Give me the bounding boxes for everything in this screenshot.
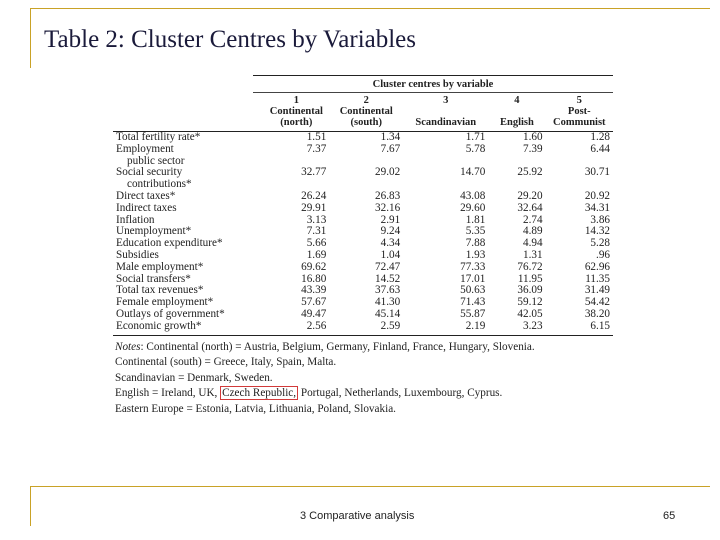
row-label: Social transfers* (116, 272, 191, 285)
cell-value: 1.81 (465, 213, 486, 226)
cell-value: 17.01 (460, 272, 486, 285)
cell-value: 71.43 (460, 296, 486, 309)
cell-value: 6.15 (546, 321, 613, 335)
cell-value: 34.31 (584, 201, 610, 214)
table-row (113, 132, 613, 144)
cell-value: 57.67 (301, 296, 327, 309)
cell-value: 38.20 (584, 307, 610, 320)
row-label: Total tax revenues* (116, 284, 204, 297)
table-row (113, 262, 613, 274)
table-row (113, 250, 613, 262)
row-label: Education expenditure* (116, 237, 223, 250)
row-label: Outlays of government* (116, 307, 225, 320)
cell-value: 29.60 (460, 201, 486, 214)
row-label: Social security (116, 166, 183, 179)
page-number: 65 (663, 510, 676, 522)
row-label: Direct taxes* (116, 189, 176, 202)
cell-value: 9.24 (380, 225, 401, 238)
row-label: public sector (127, 154, 185, 167)
cell-value: 14.52 (375, 272, 401, 285)
cell-value: 4.34 (380, 237, 401, 250)
row-label: Employment (116, 142, 174, 155)
cell-value: 3.86 (590, 213, 610, 226)
cell-value: 1.31 (523, 248, 543, 261)
cell-value: 30.71 (584, 166, 610, 179)
row-label: Total fertility rate* (116, 131, 201, 143)
row-label: Economic growth* (113, 321, 263, 335)
column-header-5: 5 Post- Communist (546, 93, 613, 132)
cell-value: 26.83 (375, 189, 401, 202)
cell-value: 7.88 (465, 237, 486, 250)
cell-value: 1.71 (465, 131, 486, 143)
cell-value: 77.33 (460, 260, 486, 273)
cell-value: 5.78 (465, 142, 486, 155)
row-label: Subsidies (116, 248, 159, 261)
cell-value: 4.94 (523, 237, 543, 250)
cell-value: 1.93 (465, 248, 486, 261)
row-label: contributions* (127, 178, 192, 191)
cell-value: 2.91 (380, 213, 401, 226)
header-corner (113, 93, 263, 132)
row-label: Female employment* (116, 296, 214, 309)
cell-value: 2.74 (523, 213, 543, 226)
cell-value: 55.87 (460, 307, 486, 320)
footer-border-line (30, 486, 710, 487)
cell-value: 6.44 (590, 142, 610, 155)
cell-value: 32.77 (301, 166, 327, 179)
cell-value: 26.24 (301, 189, 327, 202)
cell-value: 69.62 (301, 260, 327, 273)
table-caption: Cluster centres by variable (253, 75, 613, 93)
cluster-table-figure (113, 75, 613, 418)
left-border-line (30, 8, 31, 68)
cell-value: 2.56 (263, 321, 329, 335)
cell-value: 1.69 (306, 248, 327, 261)
highlighted-czech-republic: Czech Republic, (222, 387, 297, 400)
cell-value: .96 (596, 248, 610, 261)
row-label: Male employment* (116, 260, 204, 273)
cell-value: 62.96 (584, 260, 610, 273)
cell-value: 72.47 (375, 260, 401, 273)
cell-value: 5.28 (590, 237, 610, 250)
row-label: Indirect taxes (116, 201, 177, 214)
cell-value: 36.09 (517, 284, 543, 297)
cell-value: 3.23 (488, 321, 545, 335)
cell-value: 41.30 (375, 296, 401, 309)
cell-value: 11.35 (585, 272, 610, 285)
column-header-4: 4 English (488, 93, 545, 132)
cell-value: 54.42 (584, 296, 610, 309)
cell-value: 29.91 (301, 201, 327, 214)
table-row (113, 309, 613, 321)
column-header-3: 3 Scandinavian (403, 93, 488, 132)
table-row (113, 144, 613, 156)
slide-title: Table 2: Cluster Centres by Variables (44, 26, 417, 53)
cell-value: 7.39 (523, 142, 543, 155)
column-header-2: 2 Continental (south) (329, 93, 403, 132)
cell-value: 31.49 (584, 284, 610, 297)
notes-prefix: Notes (115, 340, 141, 353)
column-header-1: 1 Continental (north) (263, 93, 329, 132)
cell-value: 1.60 (523, 131, 543, 143)
cell-value: 37.63 (375, 284, 401, 297)
table-row (113, 191, 613, 203)
notes-line-1: Notes: Continental (north) = Austria, Belgium, Germany, Finland, France, Hungary, Slovenia. (115, 340, 535, 353)
cell-value: 4.89 (523, 225, 543, 238)
cell-value: 7.37 (306, 142, 327, 155)
cell-value: 14.70 (460, 166, 486, 179)
notes-line-5: Eastern Europe = Estonia, Latvia, Lithuania, Poland, Slovakia. (115, 402, 396, 415)
cell-value: 29.02 (375, 166, 401, 179)
cluster-table (113, 93, 613, 336)
row-label: Inflation (116, 213, 155, 226)
top-border-line (30, 8, 710, 9)
cell-value: 11.95 (517, 272, 543, 285)
table-row (113, 203, 613, 215)
table-header-row (113, 93, 613, 132)
cell-value: 2.59 (329, 321, 403, 335)
cell-value: 32.16 (375, 201, 401, 214)
cell-value: 76.72 (517, 260, 543, 273)
notes-line-2: Continental (south) = Greece, Italy, Spain, Malta. (115, 356, 337, 369)
cell-value: 32.64 (517, 201, 543, 214)
cell-value: 25.92 (517, 166, 543, 179)
cell-value: 49.47 (301, 307, 327, 320)
notes-line-3: Scandinavian = Denmark, Sweden. (115, 371, 273, 384)
cell-value: 7.31 (306, 225, 327, 238)
table-row (113, 321, 613, 335)
cell-value: 1.04 (380, 248, 401, 261)
footer-left-tick (30, 486, 31, 526)
row-label: Unemployment* (116, 225, 192, 238)
table-notes (113, 340, 613, 418)
cell-value: 5.35 (465, 225, 486, 238)
cell-value: 3.13 (306, 213, 327, 226)
cell-value: 43.39 (301, 284, 327, 297)
cell-value: 43.08 (460, 189, 486, 202)
cell-value: 7.67 (380, 142, 401, 155)
cell-value: 16.80 (301, 272, 327, 285)
cell-value: 5.66 (306, 237, 327, 250)
cell-value: 1.34 (380, 131, 401, 143)
cell-value: 29.20 (517, 189, 543, 202)
cell-value: 1.51 (306, 131, 327, 143)
cell-value: 20.92 (584, 189, 610, 202)
cell-value: 45.14 (375, 307, 401, 320)
cell-value: 14.32 (584, 225, 610, 238)
cell-value: 59.12 (517, 296, 543, 309)
table-body (113, 132, 613, 336)
cell-value: 1.28 (590, 131, 610, 143)
cell-value: 42.05 (517, 307, 543, 320)
notes-line-4: English = Ireland, UK, Czech Republic, Portugal, Netherlands, Luxembourg, Cyprus. (115, 387, 503, 400)
cell-value: 50.63 (460, 284, 486, 297)
cell-value: 2.19 (403, 321, 488, 335)
footer-section-label: 3 Comparative analysis (300, 510, 415, 522)
